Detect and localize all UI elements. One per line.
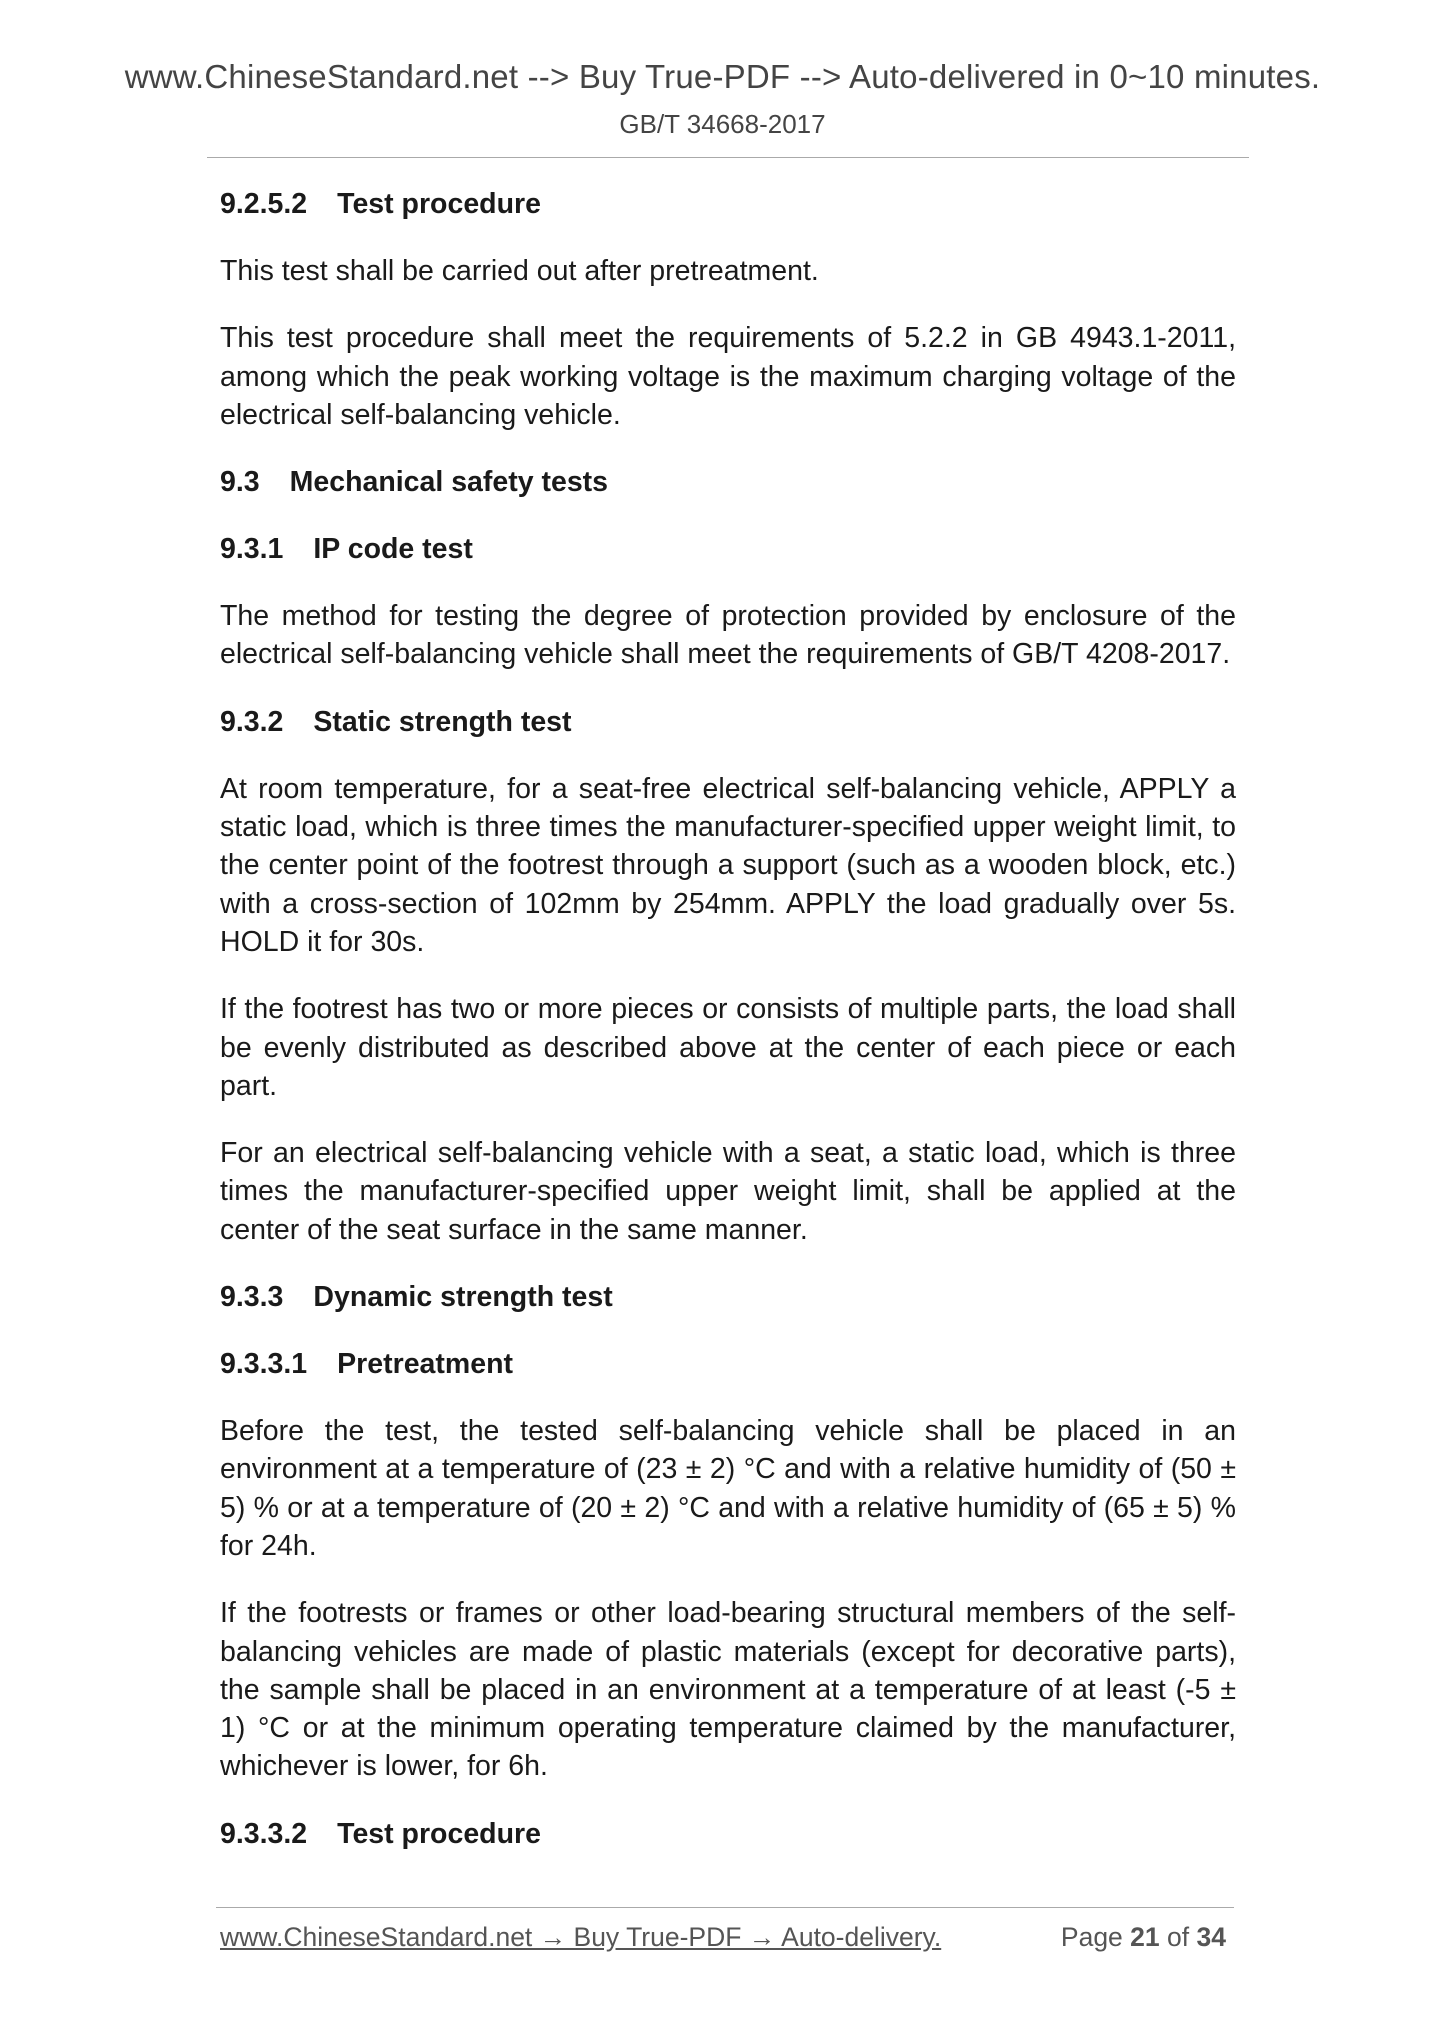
page-prefix: Page bbox=[1060, 1922, 1123, 1952]
paragraph: This test procedure shall meet the requirements of 5.2.2 in GB 4943.1-2011, among which the peak working voltage is the maximum charging voltage of the electrical self-balancing vehicle. bbox=[220, 322, 1236, 431]
current-page-number: 21 bbox=[1130, 1922, 1160, 1952]
section-title: Test procedure bbox=[337, 1817, 541, 1850]
section-number: 9.3.1 bbox=[220, 533, 284, 566]
section-heading-9-3 bbox=[220, 463, 1236, 501]
footer-divider bbox=[216, 1907, 1234, 1908]
section-title: Mechanical safety tests bbox=[289, 466, 609, 499]
paragraph: Before the test, the tested self-balancing vehicle shall be placed in an environment at a temperature of (23 ± 2) °C and with a relative humidity of (50 ± 5) % or at a temperature of (20 ± 2) °C and with a relative humidity of (65 ± 5) % for 24h. bbox=[220, 1415, 1236, 1562]
section-heading-9-3-3 bbox=[220, 1278, 1236, 1316]
section-heading-9-3-2 bbox=[220, 703, 1236, 741]
section-number: 9.3.2 bbox=[220, 705, 284, 738]
document-body bbox=[220, 185, 1236, 1882]
section-number: 9.3.3 bbox=[220, 1281, 284, 1314]
section-number: 9.3.3.1 bbox=[220, 1348, 308, 1381]
header-standard-number: GB/T 34668-2017 bbox=[619, 109, 826, 139]
section-heading-9-2-5-2 bbox=[220, 185, 1236, 223]
paragraph: This test shall be carried out after pretreatment. bbox=[220, 255, 819, 287]
section-heading-9-3-1 bbox=[220, 530, 1236, 568]
header-divider bbox=[207, 157, 1249, 158]
section-title: Test procedure bbox=[337, 188, 541, 220]
page-of: of bbox=[1167, 1922, 1190, 1952]
section-title: Dynamic strength test bbox=[313, 1281, 613, 1314]
section-number: 9.2.5.2 bbox=[220, 188, 308, 220]
section-number: 9.3.3.2 bbox=[220, 1817, 308, 1850]
paragraph: If the footrests or frames or other load-bearing structural members of the self-balancing vehicles are made of plastic materials (except for decorative parts), the sample shall be placed in an environment at a temperature of at least (-5 ± 1) °C or at the minimum operating temperature claimed by the manufacturer, whichever is lower, for 6h. bbox=[220, 1597, 1236, 1783]
paragraph: At room temperature, for a seat-free electrical self-balancing vehicle, APPLY a static load, which is three times the manufacturer-specified upper weight limit, to the center point of the footrest through a support (such as a wooden block, etc.) with a cross-section of 102mm by 254mm. APPLY the load gradually over 5s. HOLD it for 30s. bbox=[220, 772, 1236, 958]
paragraph: The method for testing the degree of protection provided by enclosure of the electrical self-balancing vehicle shall meet the requirements of GB/T 4208-2017. bbox=[220, 600, 1236, 671]
paragraph: For an electrical self-balancing vehicle with a seat, a static load, which is three times the manufacturer-specified upper weight limit, shall be applied at the center of the seat surface in the same manner. bbox=[220, 1137, 1236, 1246]
page-indicator bbox=[1061, 1922, 1226, 1953]
section-title: IP code test bbox=[313, 533, 473, 566]
header-url-line: www.ChineseStandard.net --> Buy True-PDF --> Auto-delivered in 0~10 minutes. bbox=[124, 58, 1321, 95]
section-title: Pretreatment bbox=[337, 1348, 513, 1381]
footer-link[interactable]: www.ChineseStandard.net → Buy True-PDF → Auto-delivery. bbox=[220, 1922, 942, 1952]
section-number: 9.3 bbox=[220, 466, 260, 499]
section-heading-9-3-3-2 bbox=[220, 1815, 1236, 1853]
paragraph: If the footrest has two or more pieces or consists of multiple parts, the load shall be evenly distributed as described above at the center of each piece or each part. bbox=[220, 993, 1236, 1102]
section-title: Static strength test bbox=[313, 705, 572, 738]
total-page-count: 34 bbox=[1196, 1922, 1226, 1952]
section-heading-9-3-3-1 bbox=[220, 1345, 1236, 1383]
